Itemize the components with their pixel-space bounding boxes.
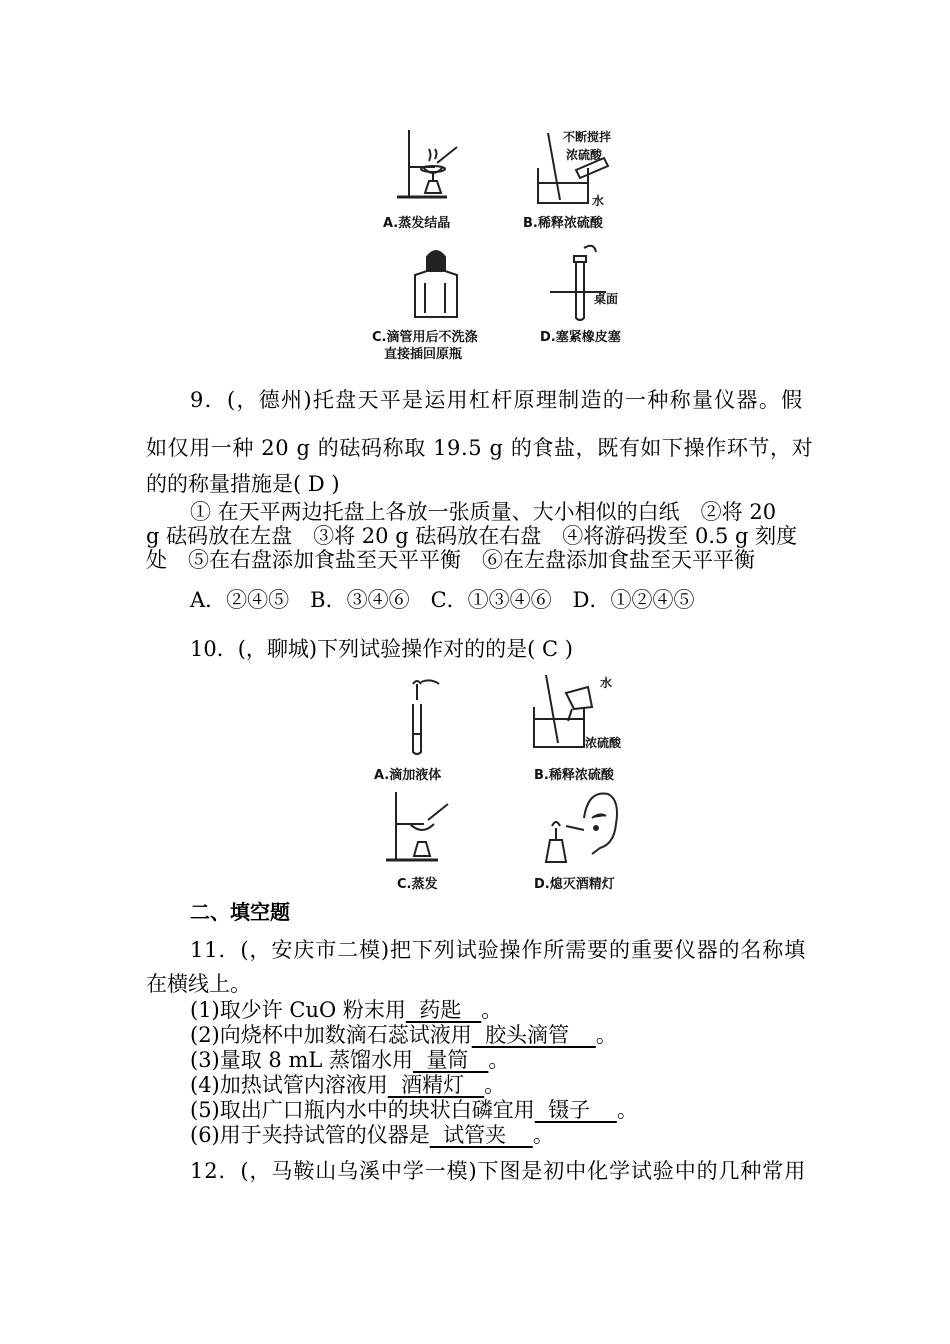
fig8-caption-b: B.稀释浓硫酸 bbox=[523, 216, 603, 231]
section-heading: 二、填空题 bbox=[190, 900, 290, 924]
fig8-caption-a: A.蒸发结晶 bbox=[383, 216, 451, 231]
q11-item-text: (4)加热试管内溶液用 bbox=[190, 1073, 388, 1097]
q11-answer-blank: 胶头滴管 bbox=[471, 1023, 596, 1047]
q11-item-text: (6)用于夹持试管的仪器是 bbox=[190, 1123, 430, 1147]
q11-answer-blank: 量筒 bbox=[413, 1048, 489, 1072]
q11-answer-blank: 药匙 bbox=[405, 998, 482, 1022]
evaporation-stand-icon bbox=[384, 790, 464, 865]
q11-item-end: 。 bbox=[616, 1098, 638, 1122]
fig8-water-label: 水 bbox=[592, 194, 605, 208]
q9-steps-line2: g 砝码放在左盘 ③将 20 g 砝码放在右盘 ④将游码拨至 0.5 g 刻度 bbox=[146, 524, 798, 548]
q11-item-end: 。 bbox=[481, 998, 503, 1022]
fig10-caption-c: C.蒸发 bbox=[397, 877, 438, 892]
q9-line2: 如仅用一种 20 g 的砝码称取 19.5 g 的食盐，既有如下操作环节，对 bbox=[146, 436, 814, 460]
fig8-caption-c1: C.滴管用后不洗涤 bbox=[372, 330, 478, 345]
fig8-acid-label: 浓硫酸 bbox=[566, 148, 603, 162]
q11-line1: 11．(，安庆市二模)把下列试验操作所需要的重要仪器的名称填 bbox=[190, 938, 807, 962]
q11-item-text: (1)取少许 CuO 粉末用 bbox=[190, 998, 406, 1022]
q11-item-end: 。 bbox=[532, 1123, 554, 1147]
fig10-caption-d: D.熄灭酒精灯 bbox=[534, 877, 615, 892]
q9-steps-line3: 处 ⑤在右盘添加食盐至天平平衡 ⑥在左盘添加食盐至天平平衡 bbox=[146, 548, 755, 572]
q11-item-end: 。 bbox=[595, 1023, 617, 1047]
q11-answer-blank: 酒精灯 bbox=[387, 1073, 485, 1097]
fig8-table-label: 桌面 bbox=[594, 292, 619, 306]
q11-answer-blank: 镊子 bbox=[534, 1098, 617, 1122]
q11-item-text: (5)取出广口瓶内水中的块状白磷宜用 bbox=[190, 1098, 535, 1122]
fig10-water-label: 水 bbox=[600, 676, 613, 690]
q12-line1: 12．(，马鞍山乌溪中学一模)下图是初中化学试验中的几种常用 bbox=[190, 1159, 807, 1183]
q11-item-3 bbox=[190, 1047, 509, 1073]
q11-item-5 bbox=[190, 1097, 638, 1123]
fig10-caption-a: A.滴加液体 bbox=[374, 768, 442, 783]
test-tube-stopper-icon bbox=[548, 240, 608, 320]
fig10-caption-b: B.稀释浓硫酸 bbox=[534, 768, 614, 783]
q11-item-1 bbox=[190, 997, 502, 1023]
dropping-liquid-icon bbox=[395, 678, 445, 758]
q9-options: A．②④⑤ B．③④⑥ C．①③④⑥ D．①②④⑤ bbox=[190, 588, 695, 612]
q10-stem: 10．(，聊城)下列试验操作对的的是( C ) bbox=[190, 637, 573, 661]
q11-line2: 在横线上。 bbox=[146, 972, 251, 996]
fig8-stir-label: 不断搅拌 bbox=[563, 130, 612, 144]
q11-item-text: (2)向烧杯中加数滴石蕊试液用 bbox=[190, 1023, 472, 1047]
fig8-caption-c2: 直接插回原瓶 bbox=[384, 347, 463, 362]
q11-item-6 bbox=[190, 1122, 554, 1148]
evaporation-apparatus-icon bbox=[395, 125, 475, 205]
dropper-bottle-icon bbox=[405, 245, 465, 320]
q11-item-end: 。 bbox=[484, 1073, 506, 1097]
q11-answer-blank: 试管夹 bbox=[429, 1123, 533, 1147]
fig8-caption-d: D.塞紧橡皮塞 bbox=[540, 330, 621, 345]
q11-item-end: 。 bbox=[488, 1048, 510, 1072]
q9-line1: 9．(，德州)托盘天平是运用杠杆原理制造的一种称量仪器。假 bbox=[190, 388, 804, 412]
q11-item-4 bbox=[190, 1072, 505, 1098]
q9-line3: 的的称量措施是( D ) bbox=[146, 472, 340, 496]
extinguish-lamp-icon bbox=[540, 788, 620, 868]
q11-item-2 bbox=[190, 1022, 617, 1048]
fig10-acid-label: 浓硫酸 bbox=[585, 736, 622, 750]
q9-steps-line1: ① 在天平两边托盘上各放一张质量、大小相似的白纸 ②将 20 bbox=[190, 500, 777, 524]
q11-item-text: (3)量取 8 mL 蒸馏水用 bbox=[190, 1048, 413, 1072]
